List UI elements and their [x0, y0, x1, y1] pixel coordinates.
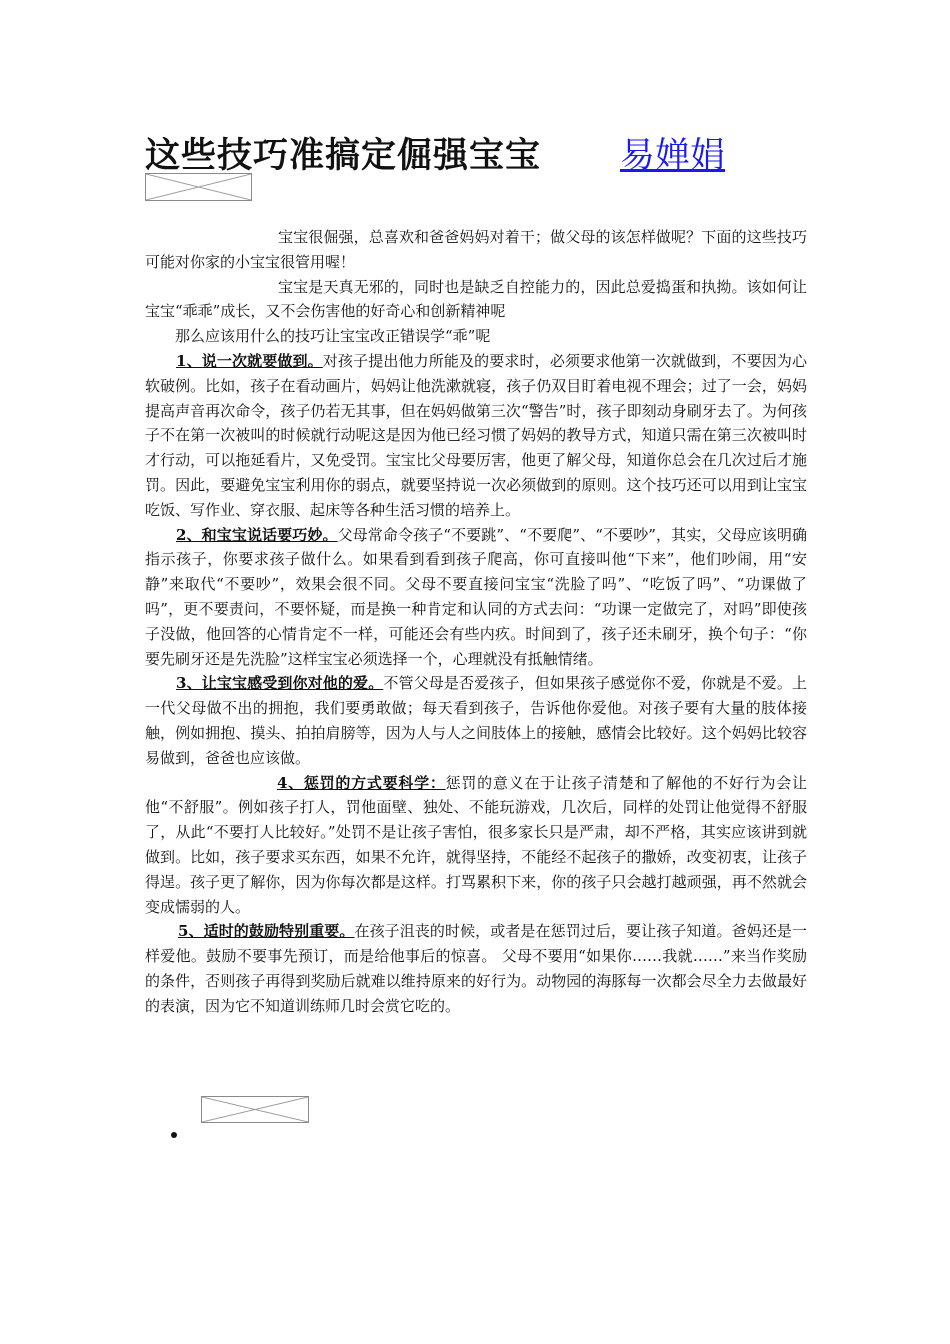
tip-paragraph-5 [145, 919, 807, 1018]
page-title: 这些技巧准搞定倔强宝宝 [145, 136, 542, 176]
author-link[interactable]: 易婵娟 [620, 136, 726, 176]
intro-paragraph-1: 宝宝很倔强，总喜欢和爸爸妈妈对着干；做父母的该怎样做呢？下面的这些技巧可能对你家的小宝宝很管用喔！ [145, 228, 807, 271]
article-body [145, 225, 807, 1019]
tip-text-2: 父母常命令孩子“不要跳”、“不要爬”、“不要吵”，其实，父母应该明确指示孩子，你要求孩子做什么。如果看到看到孩子爬高，你可直接叫他“下来”，他们吵闹，用“安静”来取代“不要吵”，效果会很不同。父母不要直接问宝宝“洗脸了吗”、“吃饭了吗”、“功课做了吗”，更不要责问，不要怀疑，而是换一种肯定和认同的方式去问：“功课一定做完了，对吗”即使孩子没做，他回答的心情肯定不一样，可能还会有些内疚。时间到了，孩子还未刷牙，换个句子：“你要先刷牙还是先洗脸”这样宝宝必须选择一个，心理就没有抵触情绪。 [145, 525, 807, 668]
tip-text-1: 对孩子提出他力所能及的要求时，必须要求他第一次就做到，不要因为心软破例。比如，孩子在看动画片，妈妈让他洗漱就寝，孩子仍双目盯着电视不理会；过了一会，妈妈提高声音再次命令，孩子仍若无其事，但在妈妈做第三次“警告”时，孩子即刻动身刷牙去了。为何孩子不在第一次被叫的时候就行动呢这是因为他已经习惯了妈妈的教导方式，知道只需在第三次被叫时才行动，可以拖延看片，又免受罚。宝宝比父母要厉害，他更了解父母，知道你总会在几次过后才施罚。因此，要避免宝宝利用你的弱点，就要坚持说一次必须做到的原则。这个技巧还可以用到让宝宝吃饭、写作业、穿衣服、起床等各种生活习惯的培养上。 [145, 351, 807, 519]
tip-heading-5: 5、适时的鼓励特别重要。 [178, 922, 355, 941]
image-placeholder-top [145, 173, 252, 201]
tip-paragraph-4 [145, 771, 807, 920]
tip-text-3: 不管父母是否爱孩子，但如果孩子感觉你不爱，你就是不爱。上一代父母做不出的拥抱，我们要勇敢做；每天看到孩子，告诉他你爱他。对孩子要有大量的肢体接触，例如拥抱、摸头、拍拍肩膀等，因为人与人之间肢体上的接触，感情会比较好。这个妈妈比较容易做到，爸爸也应该做。 [145, 674, 807, 767]
intro-paragraph-3: 那么应该用什么的技巧让宝宝改正错误学“乖”呢 [175, 327, 491, 346]
tip-heading-1: 1、说一次就要做到。 [176, 351, 323, 370]
broken-image-icon [202, 1097, 308, 1122]
tip-heading-4: 4、惩罚的方式要科学： [277, 773, 446, 792]
tip-text-4: 惩罚的意义在于让孩子清楚和了解他的不好行为会让他“不舒服”。例如孩子打人，罚他面壁、独处、不能玩游戏，几次后，同样的处罚让他觉得不舒服了，从此“不要打人比较好。”处罚不是让孩子害怕，很多家长只是严肃，却不严格，其实应该讲到就做到。比如，孩子要求买东西，如果不允许，就得坚持，不能经不起孩子的撒娇，改变初衷，让孩子得逞。孩子更了解你，因为你每次都是这样。打骂累积下来，你的孩子只会越打越顽强，再不然就会变成懦弱的人。 [145, 773, 807, 916]
tip-text-5: 在孩子沮丧的时候，或者是在惩罚过后，要让孩子知道。爸妈还是一样爱他。鼓励不要事先预订，而是给他事后的惊喜。 父母不要用“如果你……我就……”来当作奖励的条件，否则孩子再得到奖励后就难以维持原来的好行为。动物园的海豚每一次都会尽全力去做最好的表演，因为它不知道训练师几时会赏它吃的。 [145, 922, 807, 1015]
tip-paragraph-2 [145, 523, 807, 672]
list-bullet [171, 1132, 177, 1138]
image-placeholder-bottom [201, 1096, 309, 1123]
broken-image-icon [146, 174, 251, 200]
tip-paragraph-3 [145, 671, 807, 770]
tip-paragraph-1 [145, 349, 807, 523]
intro-paragraph-2: 宝宝是天真无邪的，同时也是缺乏自控能力的，因此总爱捣蛋和执拗。该如何让宝宝“乖乖”成长，又不会伤害他的好奇心和创新精神呢 [145, 277, 807, 321]
tip-heading-3: 3、让宝宝感受到你对他的爱。 [176, 674, 384, 693]
tip-heading-2: 2、和宝宝说话要巧妙。 [176, 525, 338, 544]
